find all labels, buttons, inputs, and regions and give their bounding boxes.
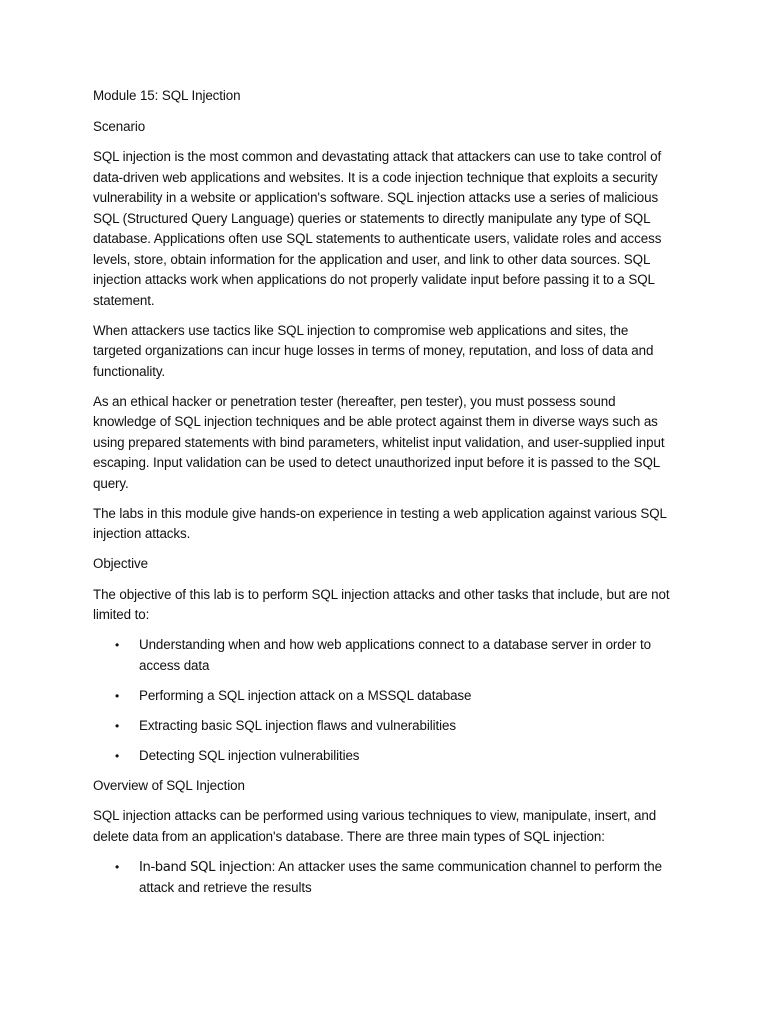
injection-type-term: In-band SQL injection	[139, 859, 272, 875]
list-item	[93, 857, 678, 899]
objective-list	[93, 635, 678, 766]
list-item	[93, 635, 678, 676]
injection-types-list	[93, 857, 678, 899]
objective-item-text: Extracting basic SQL injection flaws and vulnerabilities	[139, 717, 456, 733]
overview-intro: SQL injection attacks can be performed using various techniques to view, manipulate, insert, and delete data from an application's database. There are three main types of SQL injection:	[93, 808, 657, 844]
bullet-icon: •	[115, 748, 120, 763]
objective-item-text: Detecting SQL injection vulnerabilities	[139, 747, 360, 763]
objective-intro: The objective of this lab is to perform SQL injection attacks and other tasks that include, but are not limited to:	[93, 586, 670, 622]
objective-heading: Objective	[93, 556, 148, 571]
list-item	[93, 746, 678, 767]
bullet-icon: •	[115, 688, 120, 703]
list-item	[93, 716, 678, 737]
bullet-icon: •	[115, 718, 120, 733]
objective-item-text: Performing a SQL injection attack on a MSSQL database	[139, 687, 472, 703]
list-item	[93, 686, 678, 707]
module-title: Module 15: SQL Injection	[93, 88, 241, 103]
scenario-paragraph-1: SQL injection is the most common and devastating attack that attackers can use to take control of data-driven web applications and websites. It is a code injection technique that exploits a security vulnerability in a website or application's software. SQL injection attacks use a series of malicious SQL (Structured Query Language) queries or statements to directly manipulate any type of SQL database. Applications often use SQL statements to authenticate users, validate roles and access levels, store, obtain information for the application and user, and link to other data sources. SQL injection attacks work when applications do not properly validate input before passing it to a SQL statement.	[93, 149, 662, 308]
scenario-paragraph-2: When attackers use tactics like SQL injection to compromise web applications and sites, the targeted organizations can incur huge losses in terms of money, reputation, and loss of data and functionality.	[93, 322, 654, 379]
injection-type-description: : An attacker uses the same communication channel to perform the attack and retrieve the results	[139, 858, 662, 895]
bullet-icon: •	[115, 859, 120, 874]
document-page	[93, 86, 678, 908]
scenario-heading: Scenario	[93, 118, 146, 134]
scenario-paragraph-4: The labs in this module give hands-on experience in testing a web application against various SQL injection attacks.	[93, 505, 667, 541]
scenario-paragraph-3: As an ethical hacker or penetration tester (hereafter, pen tester), you must possess sound knowledge of SQL injection techniques and be able protect against them in diverse ways such as using prepared statements with bind parameters, whitelist input validation, and user-supplied input escaping. Input validation can be used to detect unauthorized input before it is passed to the SQL query.	[93, 393, 665, 491]
bullet-icon: •	[115, 638, 120, 652]
overview-heading: Overview of SQL Injection	[93, 777, 245, 793]
objective-item-text: Understanding when and how web applications connect to a database server in order to access data	[139, 637, 651, 673]
